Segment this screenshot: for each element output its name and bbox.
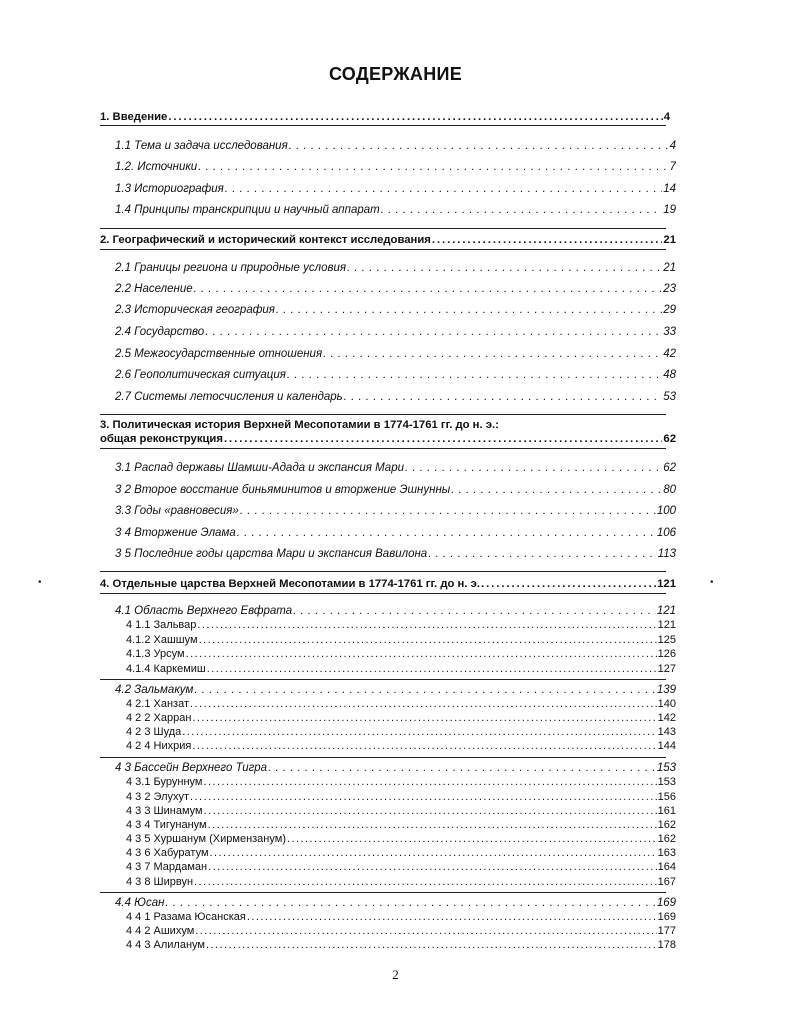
toc-subsection-4-1-3[interactable]: 4.1.3 Урсум . . . 126 — [126, 648, 676, 660]
toc-section-2-4[interactable]: 2.4 Государство . . . 33 — [115, 326, 676, 338]
toc-section-2-6[interactable]: 2.6 Геополитическая ситуация . . . 48 — [115, 369, 676, 381]
toc-subsection-4-3-1[interactable]: 4 3.1 Буруннум . . . 153 — [126, 776, 676, 788]
toc-subsection-4-4-2[interactable]: 4 4 2 Ашихум . . . 177 — [126, 925, 676, 937]
toc-chapter-label: 2. Географический и исторический контекст исследования — [100, 234, 431, 246]
toc-subsection-4-2-1[interactable]: 4 2.1 Ханзат . . . 140 — [126, 698, 676, 710]
toc-subsection-4-4-3[interactable]: 4 4 3 Алиланум . . . 178 — [126, 939, 676, 951]
scan-speck: • — [38, 577, 42, 588]
toc-subsection-4-4-1[interactable]: 4 4 1 Разама Юсанская . . . 169 — [126, 911, 676, 923]
toc-section-4-3[interactable]: 4 3 Бассейн Верхнего Тигра . . . 153 — [115, 762, 676, 774]
toc-section-1-2[interactable]: 1.2. Источники . . . 7 — [115, 161, 676, 173]
toc-subsection-4-3-8[interactable]: 4 3 8 Ширвун . . . 167 — [126, 876, 676, 888]
toc-section-3-1[interactable]: 3.1 Распад державы Шамши-Адада и экспансия Мари . . . 62 — [115, 462, 676, 474]
toc-page-number: 62 — [663, 433, 676, 445]
toc-page-number: 121 — [657, 578, 676, 590]
toc-chapter-4[interactable] — [100, 578, 676, 590]
toc-section-2-3[interactable]: 2.3 Историческая география . . . 29 — [115, 304, 676, 316]
divider — [100, 892, 666, 893]
divider — [100, 448, 666, 449]
toc-section-4-1[interactable]: 4.1 Область Верхнего Евфрата . . . 121 — [115, 605, 676, 617]
toc-chapter-label: 1. Введение — [100, 111, 168, 123]
toc-subsection-4-2-3[interactable]: 4 2 3 Шуда . . . 143 — [126, 726, 676, 738]
toc-section-2-5[interactable]: 2.5 Межгосударственные отношения . . . 42 — [115, 348, 676, 360]
divider — [100, 228, 666, 229]
toc-chapter-label: 4. Отдельные царства Верхней Месопотамии в 1774-1761 гг. до н. э. — [100, 578, 481, 590]
toc-subsection-4-3-2[interactable]: 4 3 2 Элухут . . . 156 — [126, 791, 676, 803]
toc-subsection-4-1-1[interactable]: 4 1.1 Зальвар . . . 121 — [126, 619, 676, 631]
toc-subsection-4-3-6[interactable]: 4 3 6 Хабуратум . . . 163 — [126, 847, 676, 859]
toc-subsection-4-1-2[interactable]: 4.1.2 Хашшум . . . 125 — [126, 634, 676, 646]
toc-section-3-5[interactable]: 3 5 Последние годы царства Мари и экспансия Вавилона . . . 113 — [115, 548, 676, 560]
toc-page-number: 4 — [663, 111, 670, 123]
toc-subsection-4-3-7[interactable]: 4 3 7 Мардаман . . . 164 — [126, 861, 676, 873]
toc-chapter-2[interactable] — [100, 234, 676, 246]
divider — [100, 757, 666, 758]
toc-section-1-4[interactable]: 1.4 Принципы транскрипции и научный аппарат . . . 19 — [115, 204, 676, 216]
divider — [100, 249, 666, 250]
toc-section-4-4[interactable]: 4.4 Юсан . . . 169 — [115, 897, 676, 909]
page-number: 2 — [392, 967, 399, 982]
toc-section-2-1[interactable]: 2.1 Границы региона и природные условия . . . 21 — [115, 262, 676, 274]
toc-subsection-4-2-4[interactable]: 4 2 4 Нихрия . . . 144 — [126, 740, 676, 752]
toc-section-3-4[interactable]: 3 4 Вторжение Элама . . . 106 — [115, 527, 676, 539]
toc-section-1-1[interactable]: 1.1 Тема и задача исследования . . . 4 — [115, 140, 676, 152]
divider — [100, 414, 666, 415]
toc-section-2-7[interactable]: 2.7 Системы летосчисления и календарь . . . 53 — [115, 391, 676, 403]
toc-page-number: 21 — [663, 234, 676, 246]
toc-section-2-2[interactable]: 2.2 Население . . . 23 — [115, 283, 676, 295]
divider — [100, 593, 666, 594]
toc-chapter-label: общая реконструкция — [100, 433, 223, 445]
toc-subsection-4-2-2[interactable]: 4 2 2 Харран . . . 142 — [126, 712, 676, 724]
page-title: СОДЕРЖАНИЕ — [328, 64, 463, 84]
toc-subsection-4-3-5[interactable]: 4 3 5 Хуршанум (Хирмензанум) . . . 162 — [126, 833, 676, 845]
divider — [100, 679, 666, 680]
toc-chapter-3[interactable] — [100, 433, 676, 445]
toc-section-1-3[interactable]: 1.3 Историография . . . 14 — [115, 183, 676, 195]
toc-section-4-2[interactable]: 4.2 Зальмакум . . . 139 — [115, 684, 676, 696]
toc-subsection-4-3-3[interactable]: 4 3 3 Шинамум . . . 161 — [126, 805, 676, 817]
toc-subsection-4-3-4[interactable]: 4 3 4 Тигунанум . . . 162 — [126, 819, 676, 831]
toc-section-3-3[interactable]: 3.3 Годы «равновесия» . . . 100 — [115, 505, 676, 517]
toc-chapter-1[interactable] — [100, 111, 670, 123]
toc-section-3-2[interactable]: 3 2 Второе восстание биньяминитов и вторжение Эшнунны . . . 80 — [115, 484, 676, 496]
divider — [100, 571, 666, 572]
scan-speck: • — [710, 577, 714, 588]
toc-subsection-4-1-4[interactable]: 4.1.4 Каркемиш . . . 127 — [126, 663, 676, 675]
divider — [100, 125, 666, 126]
toc-chapter-3-line1[interactable]: 3. Политическая история Верхней Месопотамии в 1774-1761 гг. до н. э.: — [100, 419, 499, 431]
